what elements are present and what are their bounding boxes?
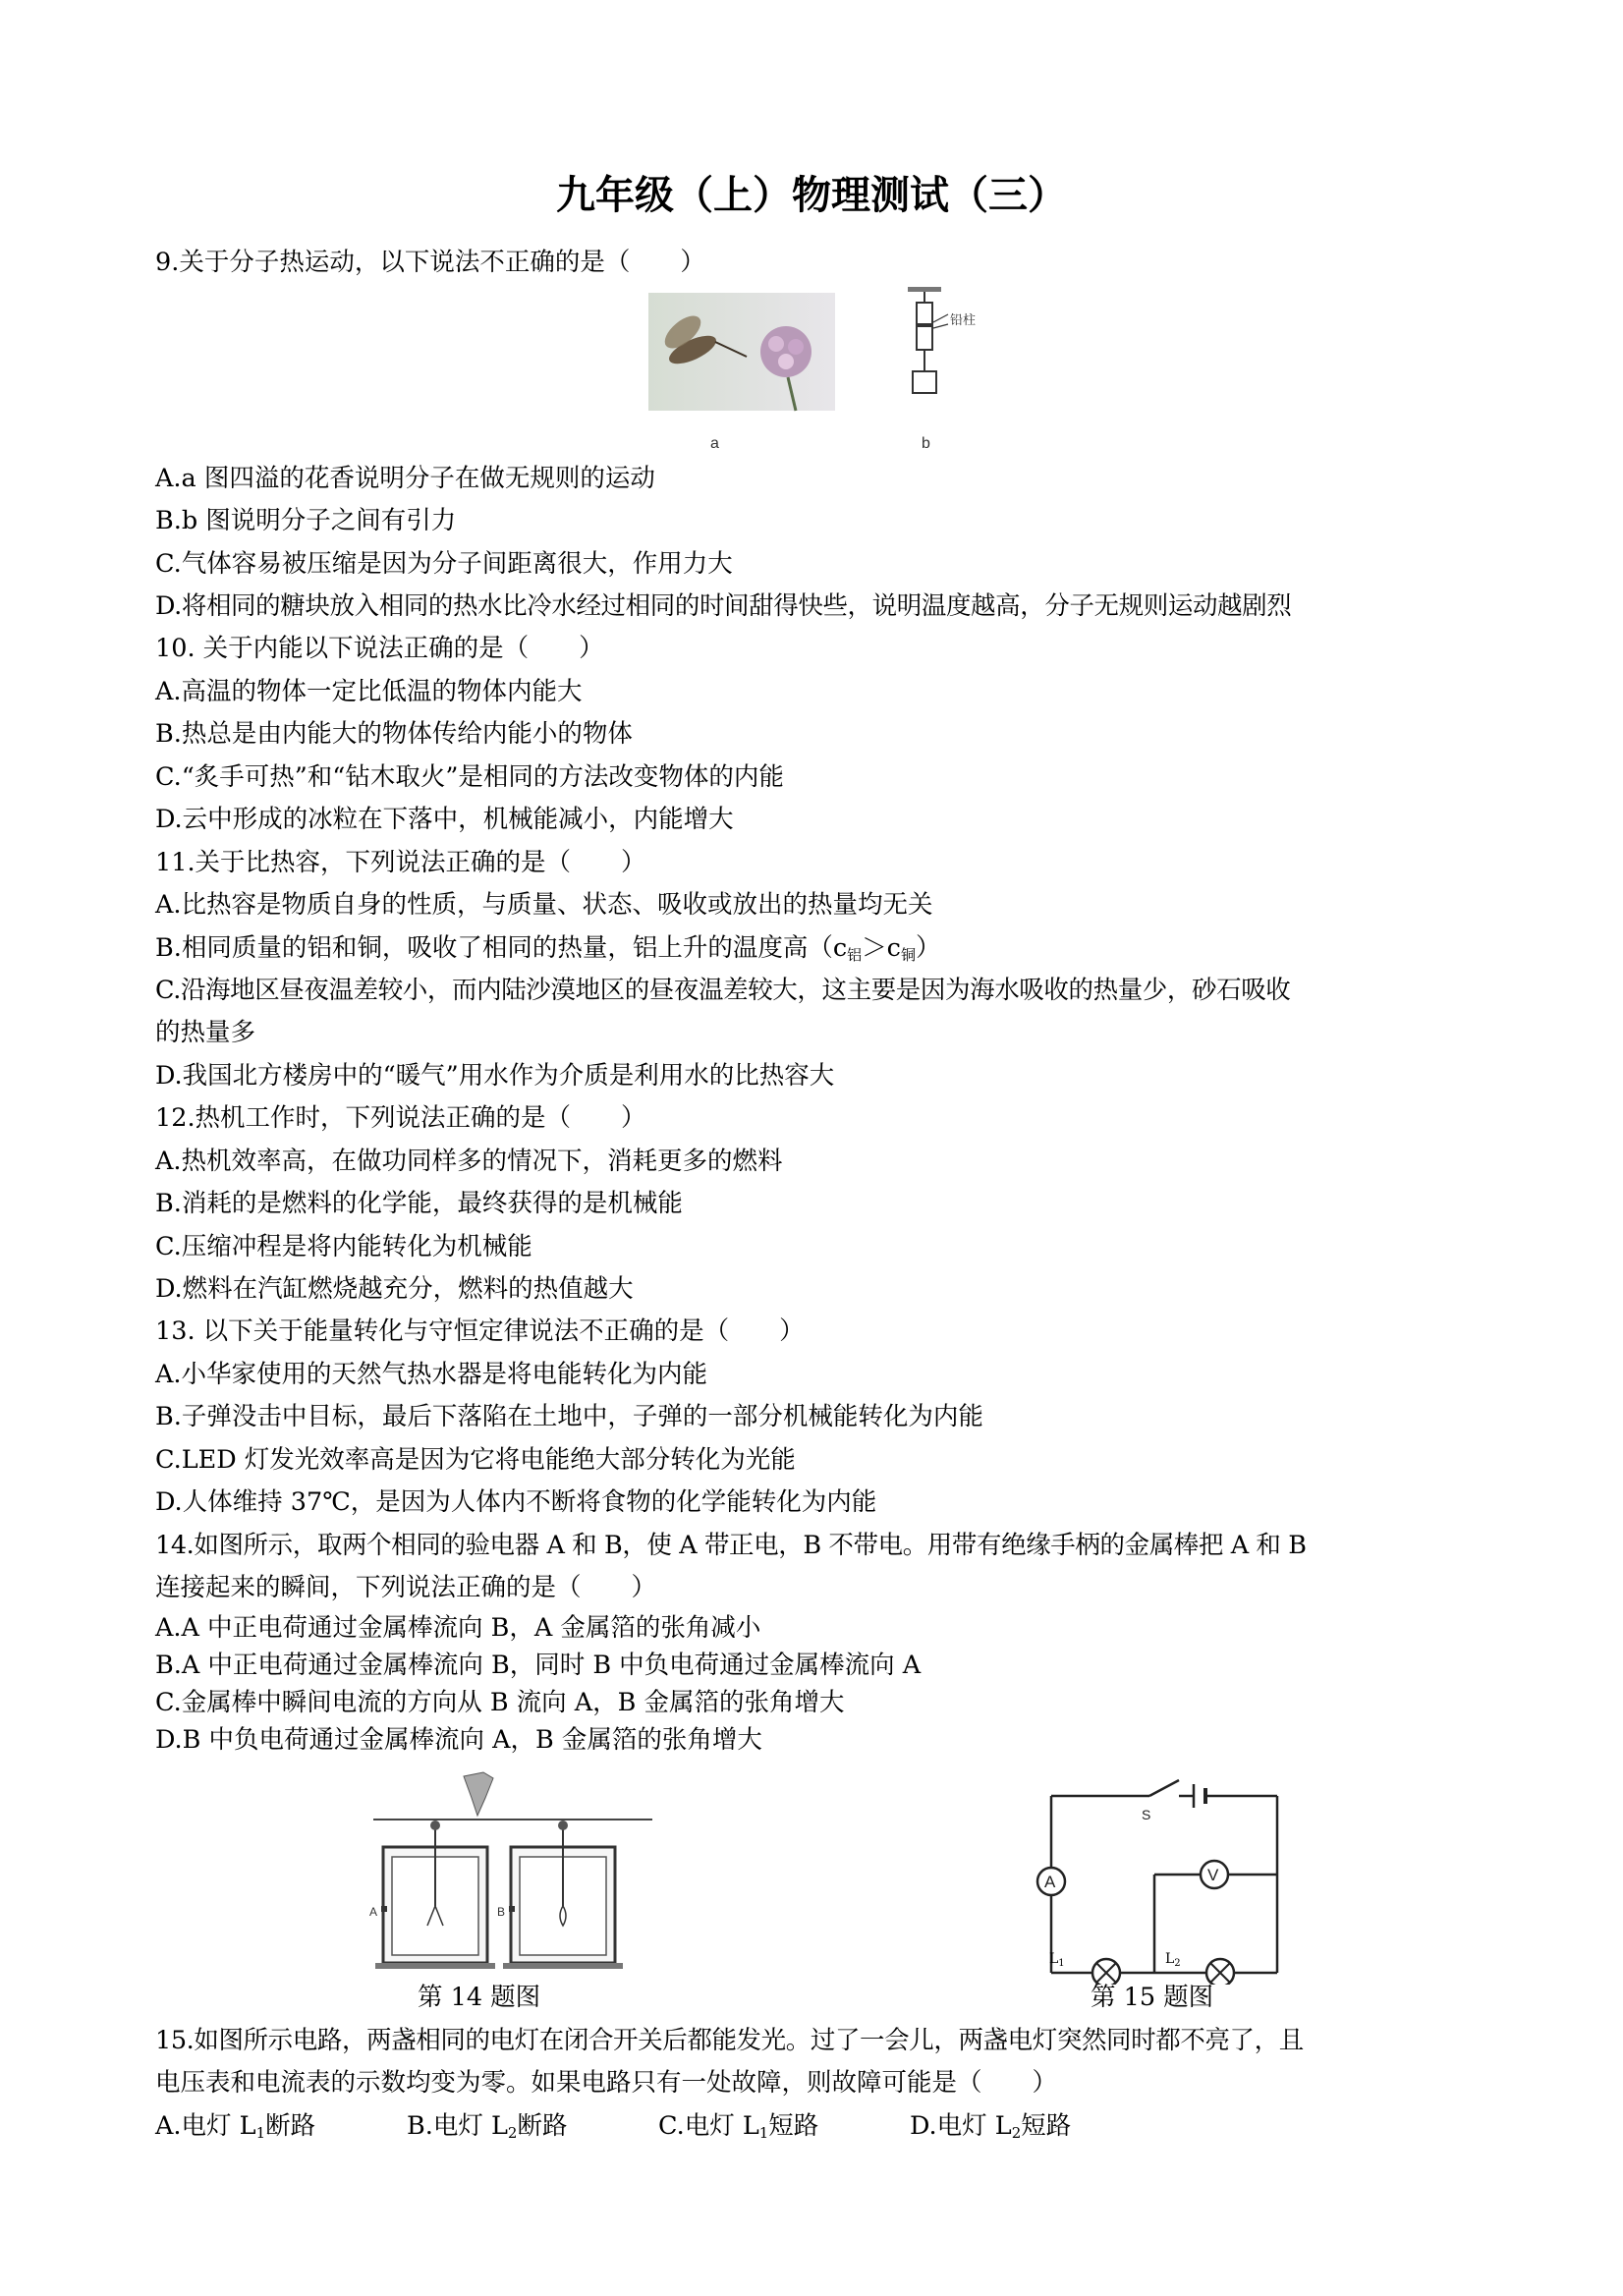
q9-figure-b <box>894 285 992 460</box>
lead-cylinder-top <box>917 303 932 324</box>
q11-option-b: B.相同质量的铝和铜，吸收了相同的热量，铝上升的温度高$(c_铝>c_铜)$ <box>155 933 941 964</box>
q13-option-d: D.人体维持 37℃，是因为人体内不断将食物的化学能转化为内能 <box>155 1487 877 1517</box>
q14-option-b: B.A 中正电荷通过金属棒流向 B，同时 B 中负电荷通过金属棒流向 A <box>155 1651 922 1680</box>
q14-option-d: D.B 中负电荷通过金属棒流向 A，B 金属箔的张角增大 <box>155 1725 762 1755</box>
q14-caption: 第 14 题图 <box>418 1983 541 2012</box>
q10-option-b: B.热总是由内能大的物体传给内能小的物体 <box>155 719 633 749</box>
q15-stem-line1: 15.如图所示电路，两盏相同的电灯在闭合开关后都能发光。过了一会儿，两盏电灯突然同时都不亮了，且 <box>155 2026 1304 2055</box>
q13-option-c: C.LED 灯发光效率高是因为它将电能绝大部分转化为光能 <box>155 1445 796 1475</box>
q9-figure-a <box>648 293 835 460</box>
lamp-l2-label: $L_2$ <box>1165 1951 1181 1969</box>
flower <box>760 326 812 377</box>
q15-stem-line2: 电压表和电流表的示数均变为零。如果电路只有一处故障，则故障可能是（ ） <box>155 2068 1058 2098</box>
q10-option-d: D.云中形成的冰粒在下落中，机械能减小，内能增大 <box>155 805 734 834</box>
q11-option-c-line2: 的热量多 <box>155 1018 256 1047</box>
switch-s <box>1149 1780 1179 1796</box>
q9-stem: 9.关于分子热运动，以下说法不正确的是（ ） <box>155 248 705 277</box>
q11-option-d: D.我国北方楼房中的“暖气”用水作为介质是利用水的比热容大 <box>155 1061 835 1091</box>
q14-option-a: A.A 中正电荷通过金属棒流向 B，A 金属箔的张角减小 <box>155 1613 761 1643</box>
q10-option-c: C.“炙手可热”和“钻木取火”是相同的方法改变物体的内能 <box>155 762 784 792</box>
q15-option-a: A.电灯 $L_1$断路 <box>155 2111 316 2142</box>
q11-option-a: A.比热容是物质自身的性质，与质量、状态、吸收或放出的热量均无关 <box>155 890 933 920</box>
q10-stem: 10. 关于内能以下说法正确的是（ ） <box>155 634 604 663</box>
q9-option-a: A.a 图四溢的花香说明分子在做无规则的运动 <box>155 464 655 493</box>
fig-label-b: B <box>497 1905 506 1919</box>
fig-b-label: b <box>922 435 930 452</box>
q11-stem: 11.关于比热容，下列说法正确的是（ ） <box>155 848 646 877</box>
switch-label: S <box>1142 1807 1151 1822</box>
q10-option-a: A.高温的物体一定比低温的物体内能大 <box>155 677 583 706</box>
page-title: 九年级（上）物理测试（三） <box>556 173 1067 218</box>
q15-option-c: C.电灯 $L_1$短路 <box>658 2111 819 2142</box>
fig-a-label: a <box>710 435 719 452</box>
fig-label-a: A <box>369 1905 378 1919</box>
q14-stem-line2: 连接起来的瞬间，下列说法正确的是（ ） <box>155 1573 657 1602</box>
q14-option-c: C.金属棒中瞬间电流的方向从 B 流向 A，B 金属箔的张角增大 <box>155 1688 845 1717</box>
q12-option-d: D.燃料在汽缸燃烧越充分，燃料的热值越大 <box>155 1274 634 1304</box>
q15-options <box>155 2111 1071 2148</box>
voltmeter-label: V <box>1207 1866 1219 1884</box>
q9-option-c: C.气体容易被压缩是因为分子间距离很大，作用力大 <box>155 549 733 579</box>
q14-stem-line1: 14.如图所示，取两个相同的验电器 A 和 B，使 A 带正电，B 不带电。用带有绝缘手柄的金属棒把 A 和 B <box>155 1531 1307 1560</box>
q15-option-d: D.电灯 $L_2$短路 <box>910 2111 1072 2142</box>
ammeter-label: A <box>1044 1873 1056 1891</box>
lead-cylinder-bottom <box>917 326 932 350</box>
q15-caption: 第 15 题图 <box>1091 1983 1214 2012</box>
weight <box>913 371 936 393</box>
q13-option-a: A.小华家使用的天然气热水器是将电能转化为内能 <box>155 1360 708 1389</box>
q15-option-b: B.电灯 $L_2$断路 <box>407 2111 568 2142</box>
lamp-l1-label: $L_1$ <box>1049 1951 1065 1969</box>
q12-stem: 12.热机工作时，下列说法正确的是（ ） <box>155 1103 646 1133</box>
q14-figure <box>365 1768 660 1980</box>
hand-with-rod <box>464 1772 493 1816</box>
q12-option-a: A.热机效率高，在做功同样多的情况下，消耗更多的燃料 <box>155 1147 783 1176</box>
fig-b-callout: 铅柱 <box>950 312 977 327</box>
q12-option-b: B.消耗的是燃料的化学能，最终获得的是机械能 <box>155 1189 683 1218</box>
q13-stem: 13. 以下关于能量转化与守恒定律说法不正确的是（ ） <box>155 1316 805 1346</box>
q13-option-b: B.子弹没击中目标，最后下落陷在土地中，子弹的一部分机械能转化为内能 <box>155 1402 983 1431</box>
q9-option-b: B.b 图说明分子之间有引力 <box>155 506 457 535</box>
q12-option-c: C.压缩冲程是将内能转化为机械能 <box>155 1232 532 1261</box>
q11-option-c-line1: C.沿海地区昼夜温差较小，而内陆沙漠地区的昼夜温差较大，这主要是因为海水吸收的热量少，砂石吸收 <box>155 976 1291 1005</box>
q9-option-d: D.将相同的糖块放入相同的热水比冷水经过相同的时间甜得快些，说明温度越高，分子无规则运动越剧烈 <box>155 591 1292 621</box>
